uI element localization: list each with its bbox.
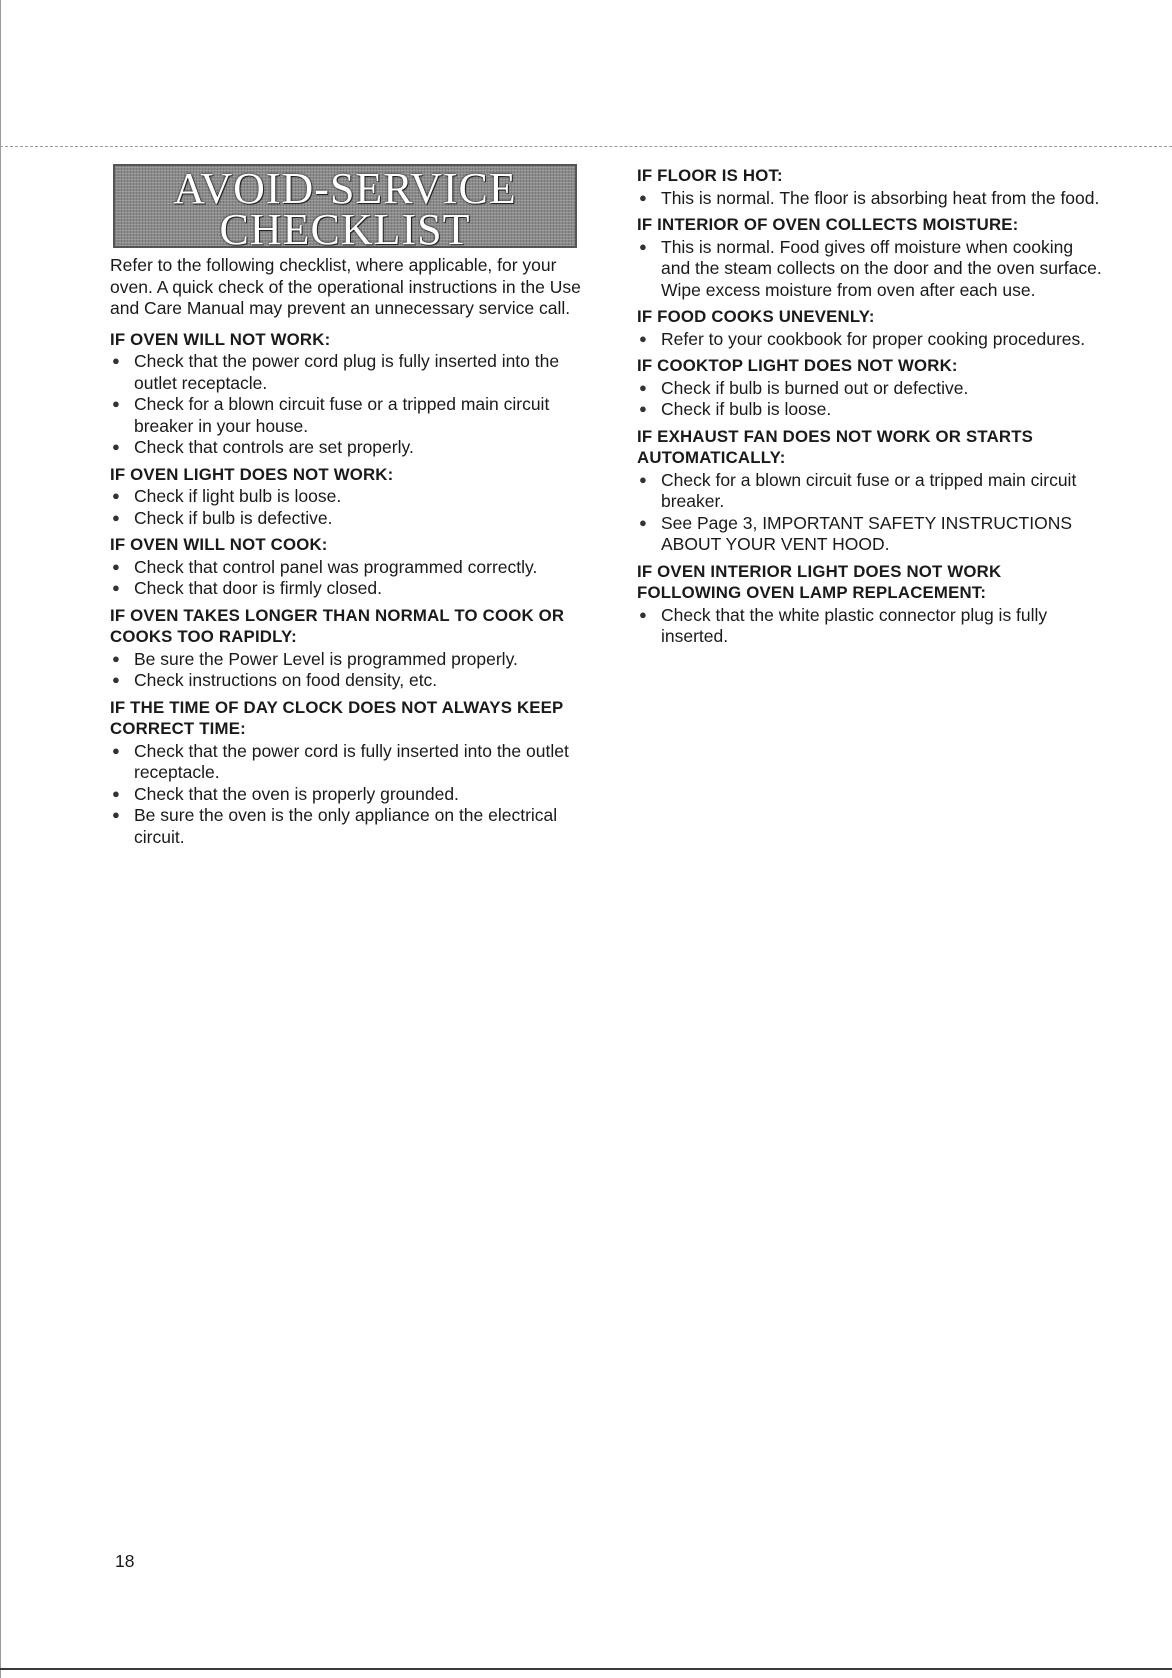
section-heading: IF OVEN WILL NOT COOK: [110,535,328,554]
checklist-item-text: Refer to your cookbook for proper cooking procedures. [661,328,1086,349]
bullet-icon: ● [112,580,120,595]
bullet-icon: ● [112,650,120,666]
bullet-icon: ● [112,509,120,525]
checklist-item-text: Check if light bulb is loose. [134,486,342,506]
checklist-item-text: Check that the power cord plug is fully inserted into the outlet receptacle. [134,351,560,393]
checklist-item-text: Be sure the oven is the only appliance on the electrical circuit. [134,805,558,847]
page-number: 18 [115,1551,135,1571]
bullet-icon: ● [112,439,120,454]
checklist-item [110,486,585,508]
checklist-item [637,513,1107,556]
checklist-item-text: Check that the oven is properly grounded. [134,783,459,804]
checklist-item-text: Check for a blown circuit fuse or a tripped main circuit breaker in your house. [134,394,550,436]
title-banner [113,164,577,254]
checklist-item [637,237,1107,302]
checklist [110,557,585,600]
bullet-icon: ● [112,353,120,368]
checklist-item [110,741,585,784]
checklist-item [110,394,585,437]
checklist-item [637,399,1107,421]
checklist-item [110,557,585,579]
section-heading: IF OVEN WILL NOT WORK: [110,329,331,349]
checklist-item-text: Check for a blown circuit fuse or a tripped main circuit breaker. [661,469,1077,511]
right-sections [637,165,1107,648]
checklist [110,486,585,529]
checklist-item [110,784,585,806]
bullet-icon: ● [639,189,647,205]
section-heading: IF OVEN TAKES LONGER THAN NORMAL TO COOK OR COOKS TOO RAPIDLY: [110,605,565,646]
bullet-icon: ● [112,558,120,574]
checklist-item [110,508,585,530]
checklist-item [637,470,1107,513]
banner-title-line-1: AVOID-SERVICE [173,164,517,213]
bullet-icon: ● [112,807,120,822]
section-heading: IF INTERIOR OF OVEN COLLECTS MOISTURE: [637,215,1019,234]
section-heading: IF COOKTOP LIGHT DOES NOT WORK: [637,356,958,375]
checklist [637,329,1107,351]
section-heading: IF OVEN INTERIOR LIGHT DOES NOT WORK FOLLOWING OVEN LAMP REPLACEMENT: [637,561,1002,602]
checklist-item-text: Check that control panel was programmed correctly. [134,556,538,577]
bullet-icon: ● [112,742,120,758]
bullet-icon: ● [639,330,647,346]
checklist [637,237,1107,302]
checklist-item-text: Check instructions on food density, etc. [134,670,438,690]
right-column [637,160,1107,648]
checklist [110,741,585,849]
checklist-item-text: Check that door is firmly closed. [134,578,383,598]
bottom-rule [0,1668,1172,1670]
checklist-item [637,378,1107,400]
checklist-item [637,188,1107,210]
bullet-icon: ● [639,606,647,622]
section-heading: IF FOOD COOKS UNEVENLY: [637,307,875,326]
bullet-icon: ● [112,488,120,503]
checklist-item [637,605,1107,648]
page-left-edge [0,0,1,1678]
checklist-item-text: See Page 3, IMPORTANT SAFETY INSTRUCTIONS ABOUT YOUR VENT HOOD. [661,512,1073,554]
checklist-item-text: Check that the power cord is fully inserted into the outlet receptacle. [134,740,569,782]
bullet-icon: ● [639,471,647,487]
bullet-icon: ● [639,401,647,416]
checklist-item [110,649,585,671]
section-heading: IF OVEN LIGHT DOES NOT WORK: [110,464,394,484]
checklist [637,470,1107,556]
checklist-item [110,578,585,600]
checklist [637,188,1107,210]
bullet-icon: ● [112,785,120,801]
left-sections [110,329,585,849]
checklist-item-text: This is normal. The floor is absorbing heat from the food. [661,187,1100,208]
section-heading: IF THE TIME OF DAY CLOCK DOES NOT ALWAYS KEEP CORRECT TIME: [110,697,564,738]
bullet-icon: ● [112,672,120,687]
checklist-item-text: This is normal. Food gives off moisture when cooking and the steam collects on the door and the oven surface. Wipe excess moisture from oven after each use. [661,236,1102,300]
checklist [637,378,1107,421]
bullet-icon: ● [639,379,647,395]
checklist-item-text: Check if bulb is burned out or defective. [661,377,969,398]
left-column [110,255,585,848]
checklist [110,351,585,459]
checklist-item [110,351,585,394]
bullet-icon: ● [112,396,120,411]
checklist-item [110,805,585,848]
dashed-cut-line [0,146,1172,147]
checklist-item [110,437,585,459]
section-heading: IF EXHAUST FAN DOES NOT WORK OR STARTS AUTOMATICALLY: [637,426,1034,467]
checklist-item [637,329,1107,351]
section-heading: IF FLOOR IS HOT: [637,166,783,185]
checklist-item-text: Check that controls are set properly. [134,437,414,457]
checklist-item-text: Check that the white plastic connector plug is fully inserted. [661,604,1048,646]
banner-title-line-2: CHECKLIST [219,205,471,254]
bullet-icon: ● [639,514,647,530]
checklist [110,649,585,692]
intro-paragraph: Refer to the following checklist, where applicable, for your oven. A quick check of the operational instructions in the Use and Care Manual may prevent an unnecessary service call. [110,255,581,318]
checklist-item-text: Check if bulb is defective. [134,507,333,528]
checklist-item-text: Be sure the Power Level is programmed properly. [134,648,518,669]
checklist-item [110,670,585,692]
bullet-icon: ● [639,238,647,254]
checklist [637,605,1107,648]
checklist-item-text: Check if bulb is loose. [661,399,832,419]
